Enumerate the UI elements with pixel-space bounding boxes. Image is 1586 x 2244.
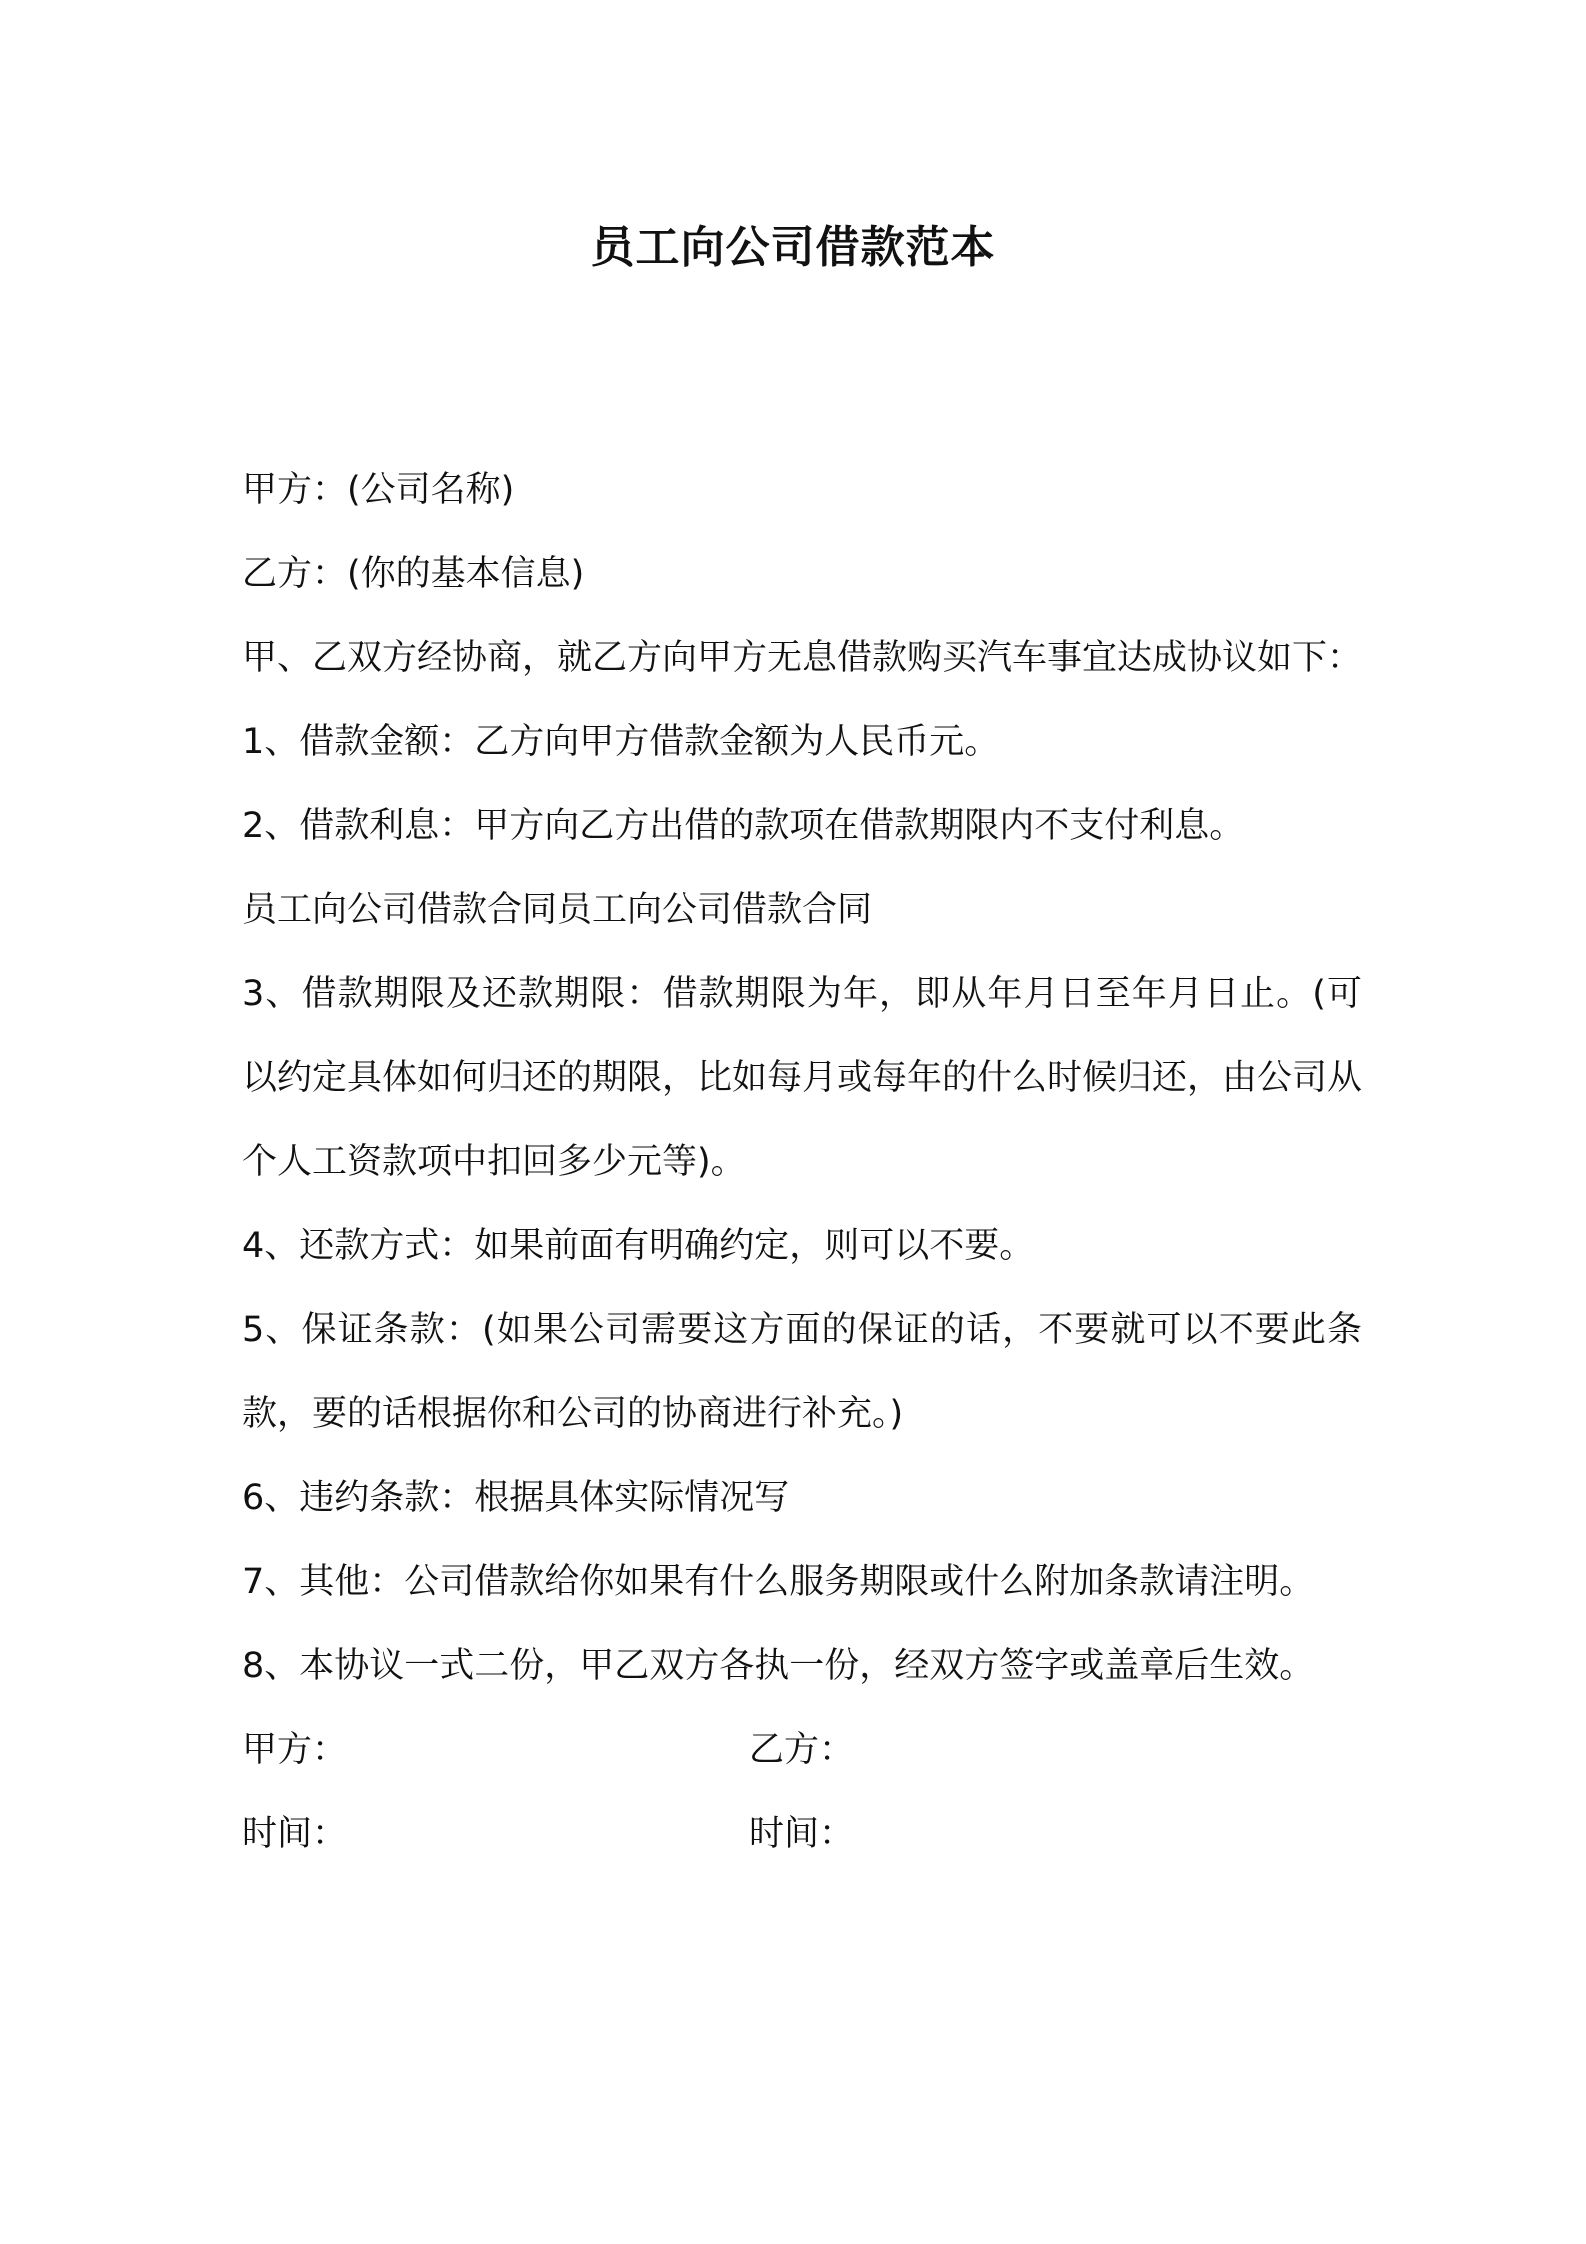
clause-8: 8、本协议一式二份，甲乙双方各执一份，经双方签字或盖章后生效。 [242,1646,1315,1686]
party-b-date-label: 时间： [749,1814,855,1854]
party-a-line: 甲方：(公司名称) [242,470,515,510]
party-b-line: 乙方：(你的基本信息) [242,554,585,594]
clause-2: 2、借款利息：甲方向乙方出借的款项在借款期限内不支付利息。 [242,806,1245,846]
clause-5: 5、保证条款：(如果公司需要这方面的保证的话，不要就可以不要此条款，要的话根据你和公司的协商进行补充。) [242,1310,1362,1434]
signature-row-dates [242,1792,1362,1876]
signature-row-parties [242,1708,1362,1792]
party-a-signature-label: 甲方： [242,1730,348,1770]
inserted-heading: 员工向公司借款合同员工向公司借款合同 [242,890,873,930]
document-body [242,448,1362,1876]
clause-1: 1、借款金额：乙方向甲方借款金额为人民币元。 [242,722,1000,762]
document-title: 员工向公司借款范本 [590,222,996,273]
intro-paragraph: 甲、乙双方经协商，就乙方向甲方无息借款购买汽车事宜达成协议如下： [242,638,1363,678]
clause-3: 3、借款期限及还款期限：借款期限为年，即从年月日至年月日止。(可以约定具体如何归还的期限，比如每月或每年的什么时候归还，由公司从个人工资款项中扣回多少元等)。 [242,974,1363,1182]
clause-6: 6、违约条款：根据具体实际情况写 [242,1478,790,1518]
clause-4: 4、还款方式：如果前面有明确约定，则可以不要。 [242,1226,1035,1266]
party-b-signature-label: 乙方： [749,1730,855,1770]
party-a-date-label: 时间： [242,1814,348,1854]
clause-7: 7、其他：公司借款给你如果有什么服务期限或什么附加条款请注明。 [242,1562,1315,1602]
